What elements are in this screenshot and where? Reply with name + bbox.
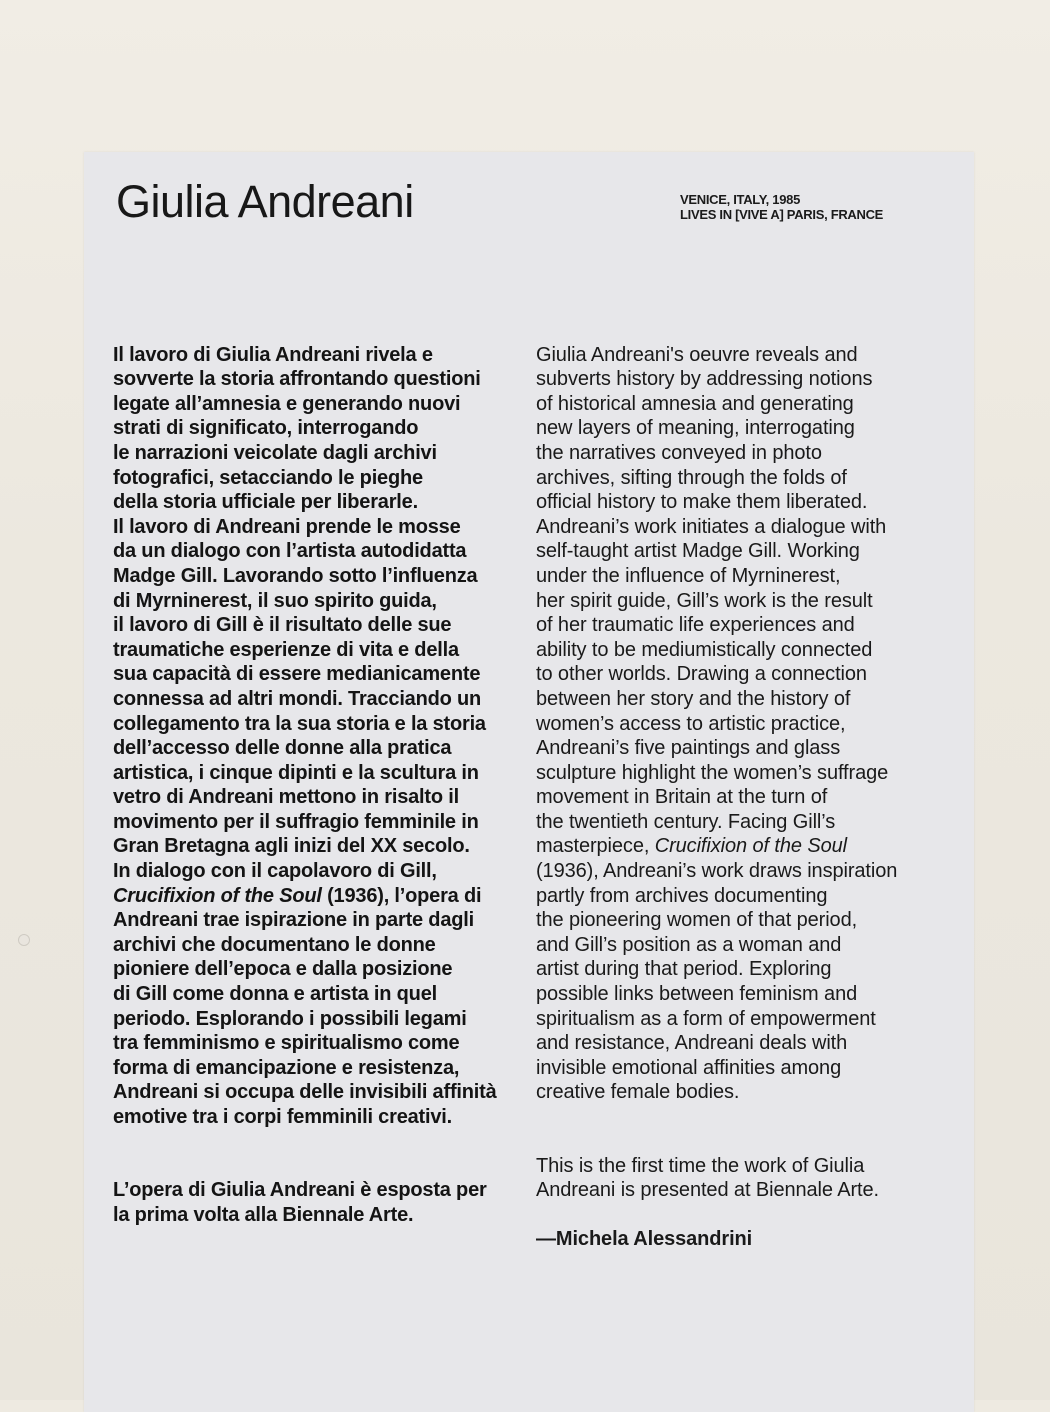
- bio-residence: LIVES IN [VIVE A] PARIS, FRANCE: [680, 207, 884, 222]
- english-work-title: Crucifixion of the Soul: [654, 835, 847, 858]
- italian-text-part-2: (1936), l’opera di Andreani trae ispirazione in parte dagli archivi che documentano le donne pioniere dell’epoca e dalla posizione di Gill come donna e artista in quel periodo. Esplorando i possibili legami tra femminismo e spiritualismo come forma di emancipazione e resistenza, Andreani si occupa delle invisibili affinità emotive tra i corpi femminili creativi.: [113, 884, 497, 1128]
- artist-bio: [680, 192, 883, 222]
- english-paragraph-exhibition: This is the first time the work of Giulia Andreani is presented at Biennale Arte.: [536, 1154, 879, 1202]
- italian-paragraph-exhibition: L’opera di Giulia Andreani è esposta per la prima volta alla Biennale Arte.: [113, 1179, 487, 1226]
- italian-text-part-1: Il lavoro di Giulia Andreani rivela e sovverte la storia affrontando questioni legate all’amnesia e generando nuovi strati di significato, interrogando le narrazioni veicolate dagli archivi fotografici, setacciando le pieghe della storia ufficiale per liberarle. Il lavoro di Andreani prende le mosse da un dialogo con l’artista autodidatta Madge Gill. Lavorando sotto l’influenza di Myrninerest, il suo spirito guida, il lavoro di Gill è il risultato delle sue traumatiche esperienze di vita e della sua capacità di essere medianicamente connessa ad altri mondi. Tracciando un collegamento tra la sua storia e la storia dell’accesso delle donne alla pratica artistica, i cinque dipinti e la scultura in vetro di Andreani mettono in risalto il movimento per il suffragio femminile in Gran Bretagna agli inizi del XX secolo. In dialogo con il capolavoro di Gill,: [113, 343, 486, 883]
- artist-name: Giulia Andreani: [116, 176, 414, 227]
- english-paragraph-main: [536, 343, 956, 1105]
- italian-text-column: [113, 318, 523, 1252]
- wall-plug-hole: [18, 934, 30, 946]
- english-text-part-1: Giulia Andreani's oeuvre reveals and subverts history by addressing notions of historical amnesia and generating new layers of meaning, interrogating the narratives conveyed in photo archives, sifting through the folds of official history to make them liberated. Andreani’s work initiates a dialogue with self-taught artist Madge Gill. Working under the influence of Myrninerest, her spirit guide, Gill’s work is the result of her traumatic life experiences and ability to be mediumistically connected to other worlds. Drawing a connection between her story and the history of women’s access to artistic practice, Andreani’s five paintings and glass sculpture highlight the women’s suffrage movement in Britain at the turn of the twentieth century. Facing Gill’s masterpiece,: [536, 343, 889, 858]
- english-text-column: [536, 318, 956, 1277]
- italian-paragraph-main: [113, 343, 523, 1130]
- italian-work-title: Crucifixion of the Soul: [113, 884, 322, 907]
- wall-label-panel: [84, 152, 974, 1412]
- curator-signature: —Michela Alessandrini: [536, 1228, 753, 1251]
- english-text-part-2: (1936), Andreani’s work draws inspiration partly from archives documenting the pioneering women of that period, and Gill’s position as a woman and artist during that period. Exploring possible links between feminism and spiritualism as a form of empowerment and resistance, Andreani deals with invisible emotional affinities among creative female bodies.: [536, 860, 898, 1104]
- bio-birthplace: VENICE, ITALY, 1985: [680, 192, 801, 207]
